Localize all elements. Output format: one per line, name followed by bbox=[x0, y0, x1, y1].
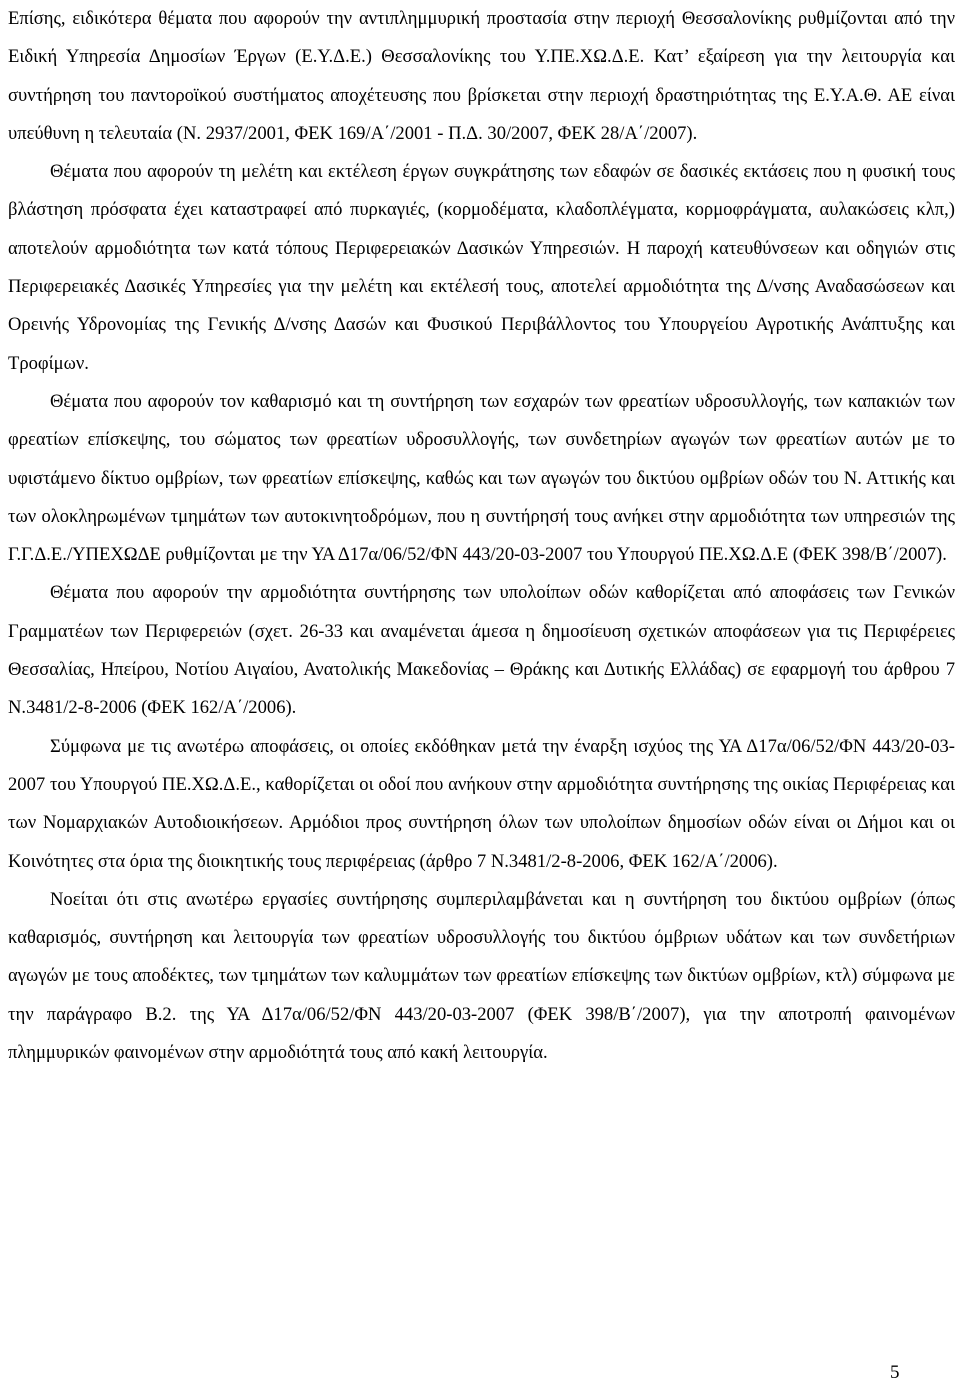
page-number: 5 bbox=[890, 1362, 900, 1383]
paragraph-flood-protection-thessaloniki: Επίσης, ειδικότερα θέματα που αφορούν την αντιπλημμυρική προστασία στην περιοχή Θεσσαλονίκης ρυθμίζονται από την Ειδική Υπηρεσία Δημοσίων Έργων (Ε.Υ.Δ.Ε.) Θεσσαλονίκης του Υ.ΠΕ.ΧΩ.Δ.Ε. Κατ’ εξαίρεση για την λειτουργία και συντήρηση του παντοροϊκού συστήματος αποχέτευσης που βρίσκεται στην περιοχή δραστηριότητας της Ε.Υ.Α.Θ. ΑΕ είναι υπεύθυνη η τελευταία (Ν. 2937/2001, ΦΕΚ 169/Α΄/2001 - Π.Δ. 30/2007, ΦΕΚ 28/Α΄/2007). bbox=[8, 8, 955, 144]
paragraph-forest-soil-retention: Θέματα που αφορούν τη μελέτη και εκτέλεση έργων συγκράτησης των εδαφών σε δασικές εκτάσεις που η φυσική τους βλάστηση πρόσφατα έχει καταστραφεί από πυρκαγιές, (κορμοδέματα, κλαδοπλέγματα, κορμοφράγματα, αυλακώσεις κλπ,) αποτελούν αρμοδιότητα των κατά τόπους Περιφερειακών Δασικών Υπηρεσιών. Η παροχή κατευθύνσεων και οδηγιών στις Περιφερειακές Δασικές Υπηρεσίες για την μελέτη και εκτέλεσή τους, αποτελεί αρμοδιότητα της Δ/νσης Αναδασώσεων και Ορεινής Υδρονομίας της Γενικής Δ/νσης Δασών και Φυσικού Περιβάλλοντος του Υπουργείου Αγροτικής Ανάπτυξης και Τροφίμων. bbox=[8, 161, 955, 374]
paragraph-gully-maintenance-attica: Θέματα που αφορούν τον καθαρισμό και τη συντήρηση των εσχαρών των φρεατίων υδροσυλλογής, των καπακιών των φρεατίων επίσκεψης, του σώματος των φρεατίων υδροσυλλογής, των συνδετηρίων αγωγών των φρεατίων αυτών με το υφιστάμενο δίκτυο ομβρίων, των φρεατίων επίσκεψης, καθώς και των αγωγών του δικτύου ομβρίων οδών του Ν. Αττικής και των ολοκληρωμένων τμημάτων των αυτοκινητοδρόμων, που η συντήρησή τους ανήκει στην αρμοδιότητα των υπηρεσιών της Γ.Γ.Δ.Ε./ΥΠΕΧΩΔΕ ρυθμίζονται με την ΥΑ Δ17α/06/52/ΦΝ 443/20-03-2007 του Υπουργού ΠΕ.ΧΩ.Δ.Ε (ΦΕΚ 398/Β΄/2007). bbox=[8, 390, 955, 566]
document-page bbox=[8, 0, 955, 1072]
paragraph-regional-road-maintenance: Θέματα που αφορούν την αρμοδιότητα συντήρησης των υπολοίπων οδών καθορίζεται από αποφάσεις των Γενικών Γραμματέων των Περιφερειών (σχετ. 26-33 και αναμένεται άμεσα η δημοσίευση σχετικών αποφάσεων για τις Περιφέρειες Θεσσαλίας, Ηπείρου, Νοτίου Αιγαίου, Ανατολικής Μακεδονίας – Θράκης και Δυτικής Ελλάδας) σε εφαρμογή του άρθρου 7 Ν.3481/2-8-2006 (ΦΕΚ 162/Α΄/2006). bbox=[8, 582, 955, 719]
paragraph-municipal-road-responsibility: Σύμφωνα με τις ανωτέρω αποφάσεις, οι οποίες εκδόθηκαν μετά την έναρξη ισχύος της ΥΑ Δ17α/06/52/ΦΝ 443/20-03-2007 του Υπουργού ΠΕ.ΧΩ.Δ.Ε., καθορίζεται οι οδοί που ανήκουν στην αρμοδιότητα συντήρησης της οικίας Περιφέρειας και των Νομαρχιακών Αυτοδιοικήσεων. Αρμόδιοι προς συντήρηση όλων των υπολοίπων δημοσίων οδών είναι οι Δήμοι και οι Κοινότητες στα όρια της διοικητικής τους περιφέρειας (άρθρο 7 Ν.3481/2-8-2006, ΦΕΚ 162/Α΄/2006). bbox=[8, 735, 955, 872]
paragraph-stormwater-network-maintenance: Νοείται ότι στις ανωτέρω εργασίες συντήρησης συμπεριλαμβάνεται και η συντήρηση του δικτύου ομβρίων (όπως καθαρισμός, συντήρηση και λειτουργία των φρεατίων υδροσυλλογής του δικτύου όμβριων υδάτων και των συνδετήριων αγωγών με τους αποδέκτες, των τμημάτων των καλυμμάτων των φρεατίων επίσκεψης των δικτύων ομβρίων, κτλ) σύμφωνα με την παράγραφο Β.2. της ΥΑ Δ17α/06/52/ΦΝ 443/20-03-2007 (ΦΕΚ 398/Β΄/2007), για την αποτροπή φαινομένων πλημμυρικών φαινομένων στην αρμοδιότητά τους από κακή λειτουργία. bbox=[8, 888, 955, 1064]
